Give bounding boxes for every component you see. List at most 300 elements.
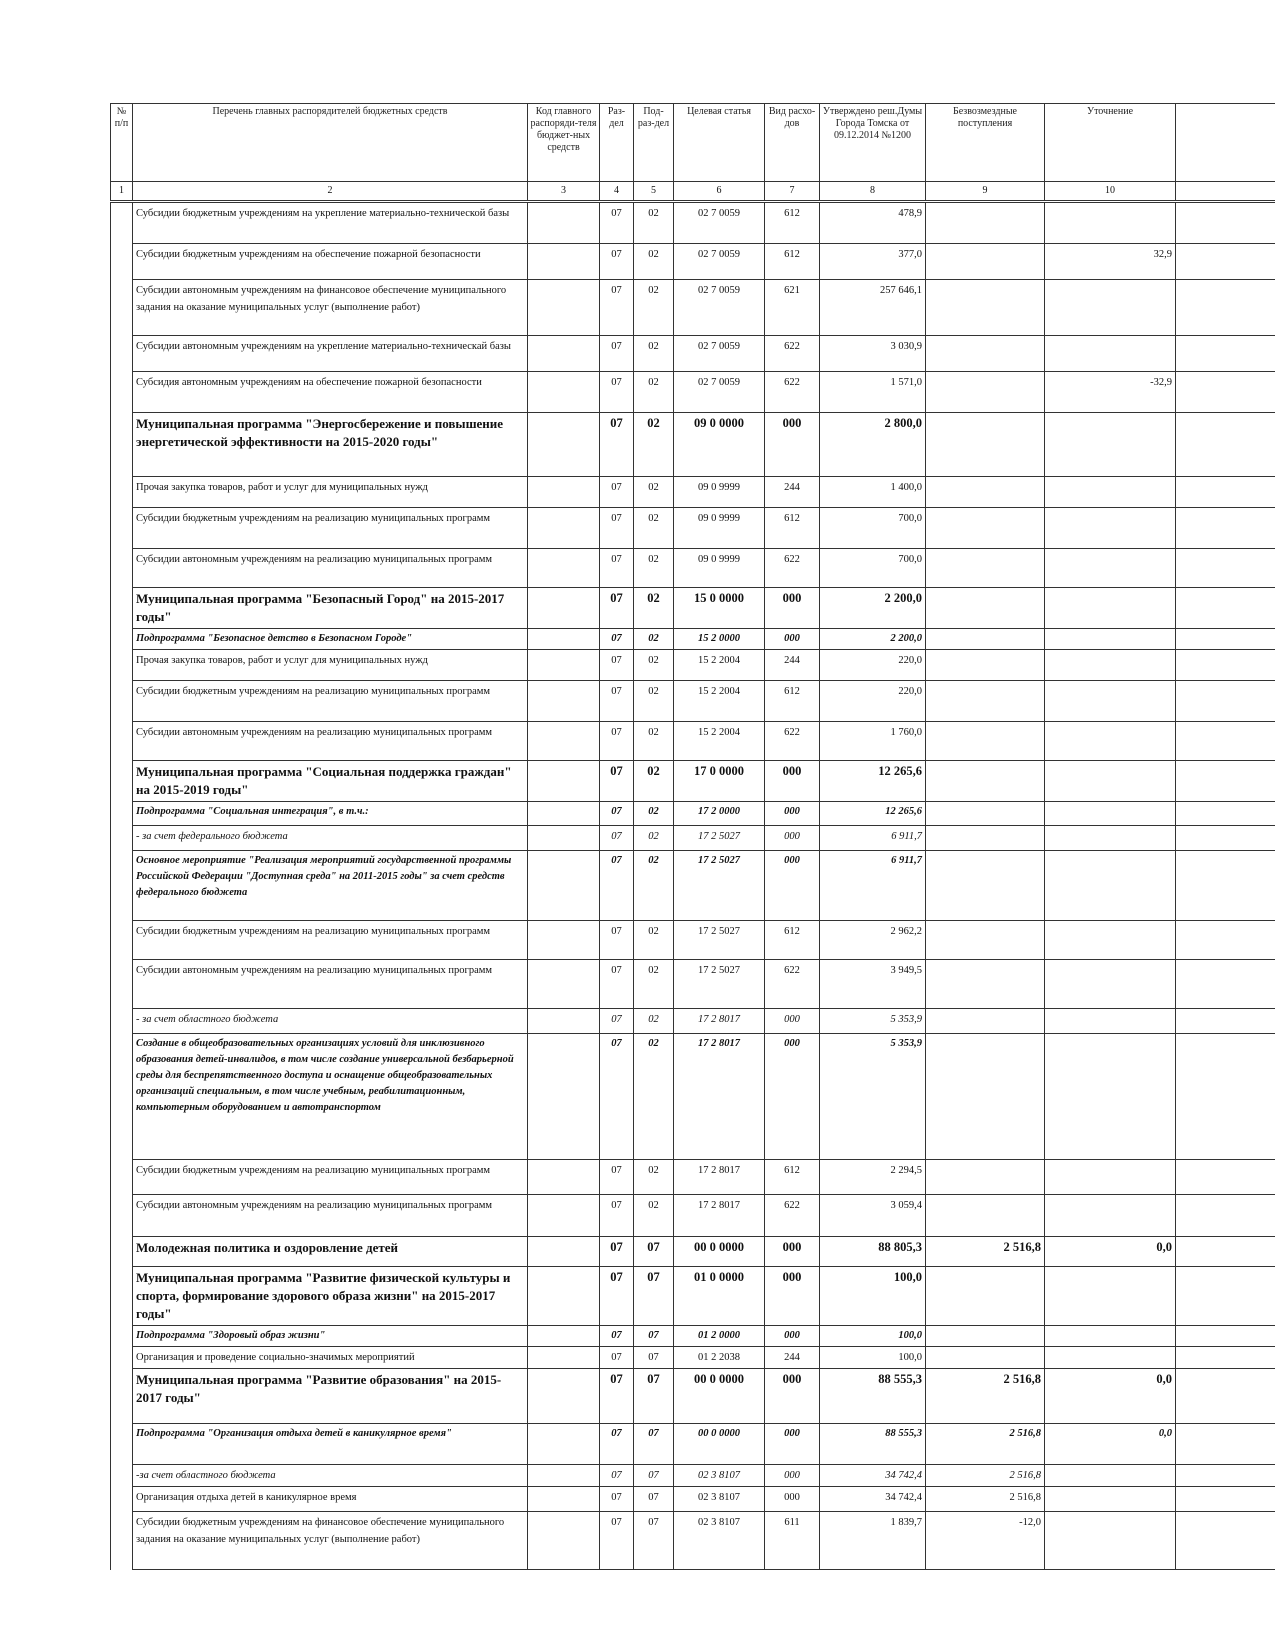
approved-cell: 12 265,6 xyxy=(820,761,926,802)
table-row xyxy=(111,413,1275,477)
row-name: Субсидии автономным учреждениям на реализацию муниципальных программ xyxy=(133,722,528,761)
extra-cell xyxy=(1176,280,1275,336)
podrazdel-cell: 07 xyxy=(634,1347,674,1369)
row-name: Субсидии автономным учреждениям на реализацию муниципальных программ xyxy=(133,549,528,588)
refine-cell xyxy=(1045,681,1176,722)
row-name: Субсидии бюджетным учреждениям на финансовое обеспечение муниципального задания на оказание муниципальных услуг (выполнение работ) xyxy=(133,1512,528,1570)
razdel-cell: 07 xyxy=(600,477,634,508)
free-cell xyxy=(926,629,1045,650)
row-name: Муниципальная программа "Развитие физической культуры и спорта, формирование здорового образа жизни" на 2015-2017 годы" xyxy=(133,1267,528,1326)
approved-cell: 2 962,2 xyxy=(820,921,926,960)
approved-cell: 12 265,6 xyxy=(820,802,926,826)
code-cell xyxy=(528,1009,600,1034)
refine-cell xyxy=(1045,280,1176,336)
table-row xyxy=(111,921,1275,960)
approved-cell: 6 911,7 xyxy=(820,851,926,921)
num-cell xyxy=(111,650,133,681)
table-row xyxy=(111,722,1275,761)
free-cell xyxy=(926,1160,1045,1195)
podrazdel-cell: 02 xyxy=(634,722,674,761)
target-cell: 17 2 8017 xyxy=(674,1160,765,1195)
table-row xyxy=(111,202,1275,244)
header-refine: Уточнение xyxy=(1045,104,1176,182)
extra-cell xyxy=(1176,508,1275,549)
vid-cell: 244 xyxy=(765,650,820,681)
approved-cell: 1 400,0 xyxy=(820,477,926,508)
refine-cell xyxy=(1045,629,1176,650)
code-cell xyxy=(528,508,600,549)
num-cell xyxy=(111,477,133,508)
razdel-cell: 07 xyxy=(600,549,634,588)
podrazdel-cell: 02 xyxy=(634,202,674,244)
target-cell: 17 2 0000 xyxy=(674,802,765,826)
extra-cell xyxy=(1176,722,1275,761)
approved-cell: 1 839,7 xyxy=(820,1512,926,1570)
razdel-cell: 07 xyxy=(600,1512,634,1570)
colnum-5: 5 xyxy=(634,182,674,202)
approved-cell: 100,0 xyxy=(820,1347,926,1369)
row-name: Субсидии бюджетным учреждениям на реализацию муниципальных программ xyxy=(133,508,528,549)
vid-cell: 000 xyxy=(765,1424,820,1465)
target-cell: 02 7 0059 xyxy=(674,372,765,413)
razdel-cell: 07 xyxy=(600,681,634,722)
target-cell: 15 2 0000 xyxy=(674,629,765,650)
code-cell xyxy=(528,1347,600,1369)
num-cell xyxy=(111,1267,133,1326)
code-cell xyxy=(528,1195,600,1237)
row-name: - за счет федерального бюджета xyxy=(133,826,528,851)
num-cell xyxy=(111,1369,133,1424)
vid-cell: 000 xyxy=(765,413,820,477)
razdel-cell: 07 xyxy=(600,1347,634,1369)
num-cell xyxy=(111,1195,133,1237)
colnum-11 xyxy=(1176,182,1275,202)
free-cell xyxy=(926,650,1045,681)
free-cell: 2 516,8 xyxy=(926,1424,1045,1465)
extra-cell xyxy=(1176,1465,1275,1487)
razdel-cell: 07 xyxy=(600,826,634,851)
refine-cell xyxy=(1045,1160,1176,1195)
num-cell xyxy=(111,280,133,336)
refine-cell xyxy=(1045,1034,1176,1160)
code-cell xyxy=(528,477,600,508)
num-cell xyxy=(111,508,133,549)
podrazdel-cell: 07 xyxy=(634,1326,674,1347)
extra-cell xyxy=(1176,244,1275,280)
razdel-cell: 07 xyxy=(600,650,634,681)
podrazdel-cell: 02 xyxy=(634,1009,674,1034)
code-cell xyxy=(528,629,600,650)
podrazdel-cell: 02 xyxy=(634,851,674,921)
table-row xyxy=(111,477,1275,508)
podrazdel-cell: 02 xyxy=(634,921,674,960)
vid-cell: 000 xyxy=(765,629,820,650)
refine-cell xyxy=(1045,336,1176,372)
refine-cell xyxy=(1045,202,1176,244)
podrazdel-cell: 07 xyxy=(634,1237,674,1267)
table-row xyxy=(111,1009,1275,1034)
num-cell xyxy=(111,851,133,921)
free-cell xyxy=(926,372,1045,413)
refine-cell xyxy=(1045,549,1176,588)
free-cell xyxy=(926,722,1045,761)
approved-cell: 3 059,4 xyxy=(820,1195,926,1237)
table-row xyxy=(111,851,1275,921)
podrazdel-cell: 07 xyxy=(634,1267,674,1326)
vid-cell: 000 xyxy=(765,1487,820,1512)
razdel-cell: 07 xyxy=(600,336,634,372)
razdel-cell: 07 xyxy=(600,1326,634,1347)
free-cell xyxy=(926,549,1045,588)
approved-cell: 3 949,5 xyxy=(820,960,926,1009)
code-cell xyxy=(528,722,600,761)
extra-cell xyxy=(1176,336,1275,372)
vid-cell: 612 xyxy=(765,921,820,960)
podrazdel-cell: 02 xyxy=(634,681,674,722)
vid-cell: 000 xyxy=(765,1369,820,1424)
free-cell xyxy=(926,1326,1045,1347)
approved-cell: 88 555,3 xyxy=(820,1424,926,1465)
razdel-cell: 07 xyxy=(600,1424,634,1465)
code-cell xyxy=(528,588,600,629)
num-cell xyxy=(111,1487,133,1512)
row-name: Создание в общеобразовательных организациях условий для инклюзивного образования детей-инвалидов, в том числе создание универсальной безбарьерной среды для беспрепятственного доступа и оснащение общеобразовательных организаций специальным, в том числе учебным, реабилитационным, компьютерным оборудованием и автотранспортом xyxy=(133,1034,528,1160)
code-cell xyxy=(528,921,600,960)
table-row xyxy=(111,244,1275,280)
code-cell xyxy=(528,1424,600,1465)
vid-cell: 000 xyxy=(765,1326,820,1347)
podrazdel-cell: 07 xyxy=(634,1465,674,1487)
row-name: Муниципальная программа "Энергосбережение и повышение энергетической эффективности на 2015-2020 годы" xyxy=(133,413,528,477)
razdel-cell: 07 xyxy=(600,508,634,549)
colnum-3: 3 xyxy=(528,182,600,202)
refine-cell xyxy=(1045,650,1176,681)
num-cell xyxy=(111,549,133,588)
approved-cell: 700,0 xyxy=(820,549,926,588)
num-cell xyxy=(111,761,133,802)
code-cell xyxy=(528,1237,600,1267)
vid-cell: 000 xyxy=(765,1034,820,1160)
approved-cell: 2 200,0 xyxy=(820,629,926,650)
num-cell xyxy=(111,336,133,372)
header-num: № п/п xyxy=(111,104,133,182)
row-name: Подпрограмма "Безопасное детство в Безопасном Городе" xyxy=(133,629,528,650)
target-cell: 02 3 8107 xyxy=(674,1465,765,1487)
colnum-1: 1 xyxy=(111,182,133,202)
code-cell xyxy=(528,549,600,588)
table-row xyxy=(111,681,1275,722)
target-cell: 01 2 0000 xyxy=(674,1326,765,1347)
podrazdel-cell: 02 xyxy=(634,336,674,372)
num-cell xyxy=(111,1009,133,1034)
extra-cell xyxy=(1176,921,1275,960)
row-name: Основное мероприятие "Реализация мероприятий государственной программы Российской Федерации "Доступная среда" на 2011-2015 годы" за счет средств федерального бюджета xyxy=(133,851,528,921)
target-cell: 02 7 0059 xyxy=(674,336,765,372)
row-name: Субсидии автономным учреждениям на финансовое обеспечение муниципального задания на оказание муниципальных услуг (выполнение работ) xyxy=(133,280,528,336)
target-cell: 17 2 8017 xyxy=(674,1195,765,1237)
code-cell xyxy=(528,1465,600,1487)
num-cell xyxy=(111,372,133,413)
approved-cell: 100,0 xyxy=(820,1326,926,1347)
target-cell: 15 2 2004 xyxy=(674,722,765,761)
free-cell xyxy=(926,336,1045,372)
num-cell xyxy=(111,826,133,851)
table-row xyxy=(111,650,1275,681)
table-row xyxy=(111,1267,1275,1326)
razdel-cell: 07 xyxy=(600,1465,634,1487)
code-cell xyxy=(528,1326,600,1347)
free-cell xyxy=(926,202,1045,244)
approved-cell: 88 555,3 xyxy=(820,1369,926,1424)
vid-cell: 000 xyxy=(765,826,820,851)
num-cell xyxy=(111,1326,133,1347)
target-cell: 02 3 8107 xyxy=(674,1487,765,1512)
colnum-4: 4 xyxy=(600,182,634,202)
code-cell xyxy=(528,1034,600,1160)
vid-cell: 000 xyxy=(765,851,820,921)
refine-cell xyxy=(1045,851,1176,921)
num-cell xyxy=(111,1465,133,1487)
refine-cell xyxy=(1045,1347,1176,1369)
target-cell: 02 7 0059 xyxy=(674,280,765,336)
razdel-cell: 07 xyxy=(600,202,634,244)
code-cell xyxy=(528,851,600,921)
razdel-cell: 07 xyxy=(600,1009,634,1034)
row-name: Субсидии автономным учреждениям на укрепление материально-техническай базы xyxy=(133,336,528,372)
free-cell xyxy=(926,826,1045,851)
vid-cell: 000 xyxy=(765,1267,820,1326)
razdel-cell: 07 xyxy=(600,1487,634,1512)
razdel-cell: 07 xyxy=(600,851,634,921)
refine-cell: 32,9 xyxy=(1045,244,1176,280)
target-cell: 17 0 0000 xyxy=(674,761,765,802)
num-cell xyxy=(111,681,133,722)
num-cell xyxy=(111,588,133,629)
target-cell: 17 2 5027 xyxy=(674,960,765,1009)
vid-cell: 000 xyxy=(765,1237,820,1267)
approved-cell: 2 200,0 xyxy=(820,588,926,629)
extra-cell xyxy=(1176,588,1275,629)
table-row xyxy=(111,802,1275,826)
header-extra xyxy=(1176,104,1275,182)
extra-cell xyxy=(1176,629,1275,650)
podrazdel-cell: 07 xyxy=(634,1369,674,1424)
vid-cell: 622 xyxy=(765,1195,820,1237)
target-cell: 17 2 5027 xyxy=(674,921,765,960)
code-cell xyxy=(528,826,600,851)
podrazdel-cell: 07 xyxy=(634,1512,674,1570)
vid-cell: 244 xyxy=(765,477,820,508)
code-cell xyxy=(528,761,600,802)
extra-cell xyxy=(1176,413,1275,477)
razdel-cell: 07 xyxy=(600,372,634,413)
row-name: Организация отдыха детей в каникулярное время xyxy=(133,1487,528,1512)
razdel-cell: 07 xyxy=(600,244,634,280)
approved-cell: 478,9 xyxy=(820,202,926,244)
target-cell: 02 3 8107 xyxy=(674,1512,765,1570)
header-code: Код главного распоряди-теля бюджет-ных средств xyxy=(528,104,600,182)
code-cell xyxy=(528,1512,600,1570)
free-cell xyxy=(926,508,1045,549)
table-row xyxy=(111,1160,1275,1195)
colnum-8: 8 xyxy=(820,182,926,202)
num-cell xyxy=(111,1160,133,1195)
free-cell xyxy=(926,244,1045,280)
podrazdel-cell: 02 xyxy=(634,802,674,826)
vid-cell: 000 xyxy=(765,802,820,826)
code-cell xyxy=(528,1267,600,1326)
refine-cell: -32,9 xyxy=(1045,372,1176,413)
extra-cell xyxy=(1176,1512,1275,1570)
extra-cell xyxy=(1176,761,1275,802)
row-name: Молодежная политика и оздоровление детей xyxy=(133,1237,528,1267)
row-name: - за счет областного бюджета xyxy=(133,1009,528,1034)
podrazdel-cell: 02 xyxy=(634,372,674,413)
num-cell xyxy=(111,413,133,477)
extra-cell xyxy=(1176,1034,1275,1160)
target-cell: 02 7 0059 xyxy=(674,202,765,244)
target-cell: 15 0 0000 xyxy=(674,588,765,629)
extra-cell xyxy=(1176,1195,1275,1237)
header-podrazdel: Под-раз-дел xyxy=(634,104,674,182)
table-row xyxy=(111,1424,1275,1465)
extra-cell xyxy=(1176,1487,1275,1512)
refine-cell xyxy=(1045,802,1176,826)
target-cell: 17 2 5027 xyxy=(674,826,765,851)
row-name: Муниципальная программа "Безопасный Город" на 2015-2017 годы" xyxy=(133,588,528,629)
refine-cell xyxy=(1045,508,1176,549)
approved-cell: 6 911,7 xyxy=(820,826,926,851)
approved-cell: 377,0 xyxy=(820,244,926,280)
num-cell xyxy=(111,629,133,650)
row-name: Субсидии автономным учреждениям на реализацию муниципальных программ xyxy=(133,1195,528,1237)
refine-cell xyxy=(1045,1487,1176,1512)
podrazdel-cell: 02 xyxy=(634,244,674,280)
table-row xyxy=(111,1237,1275,1267)
extra-cell xyxy=(1176,650,1275,681)
code-cell xyxy=(528,202,600,244)
table-row xyxy=(111,372,1275,413)
refine-cell: 0,0 xyxy=(1045,1237,1176,1267)
target-cell: 00 0 0000 xyxy=(674,1237,765,1267)
approved-cell: 88 805,3 xyxy=(820,1237,926,1267)
vid-cell: 612 xyxy=(765,508,820,549)
approved-cell: 257 646,1 xyxy=(820,280,926,336)
num-cell xyxy=(111,722,133,761)
table-row xyxy=(111,1487,1275,1512)
razdel-cell: 07 xyxy=(600,1034,634,1160)
razdel-cell: 07 xyxy=(600,1369,634,1424)
row-name: Подпрограмма "Социальная интеграция", в т.ч.: xyxy=(133,802,528,826)
refine-cell xyxy=(1045,960,1176,1009)
target-cell: 00 0 0000 xyxy=(674,1369,765,1424)
code-cell xyxy=(528,1160,600,1195)
table-row xyxy=(111,1034,1275,1160)
extra-cell xyxy=(1176,1347,1275,1369)
header-approved: Утверждено реш.Думы Города Томска от 09.12.2014 №1200 xyxy=(820,104,926,182)
code-cell xyxy=(528,802,600,826)
free-cell xyxy=(926,1009,1045,1034)
free-cell: 2 516,8 xyxy=(926,1465,1045,1487)
header-name: Перечень главных распорядителей бюджетных средств xyxy=(133,104,528,182)
podrazdel-cell: 07 xyxy=(634,1424,674,1465)
row-name: Муниципальная программа "Развитие образования" на 2015-2017 годы" xyxy=(133,1369,528,1424)
free-cell xyxy=(926,1034,1045,1160)
num-cell xyxy=(111,1512,133,1570)
extra-cell xyxy=(1176,1267,1275,1326)
code-cell xyxy=(528,960,600,1009)
free-cell xyxy=(926,921,1045,960)
refine-cell xyxy=(1045,477,1176,508)
extra-cell xyxy=(1176,1237,1275,1267)
refine-cell xyxy=(1045,1267,1176,1326)
approved-cell: 220,0 xyxy=(820,681,926,722)
vid-cell: 612 xyxy=(765,1160,820,1195)
podrazdel-cell: 02 xyxy=(634,477,674,508)
podrazdel-cell: 02 xyxy=(634,629,674,650)
colnum-2: 2 xyxy=(133,182,528,202)
num-cell xyxy=(111,1347,133,1369)
header-razdel: Раз-дел xyxy=(600,104,634,182)
table-row xyxy=(111,960,1275,1009)
extra-cell xyxy=(1176,549,1275,588)
header-free: Безвозмездные поступления xyxy=(926,104,1045,182)
extra-cell xyxy=(1176,372,1275,413)
podrazdel-cell: 02 xyxy=(634,549,674,588)
approved-cell: 1 760,0 xyxy=(820,722,926,761)
free-cell xyxy=(926,1347,1045,1369)
vid-cell: 000 xyxy=(765,1465,820,1487)
target-cell: 00 0 0000 xyxy=(674,1424,765,1465)
refine-cell xyxy=(1045,921,1176,960)
razdel-cell: 07 xyxy=(600,722,634,761)
code-cell xyxy=(528,372,600,413)
row-name: -за счет областного бюджета xyxy=(133,1465,528,1487)
free-cell xyxy=(926,588,1045,629)
podrazdel-cell: 02 xyxy=(634,960,674,1009)
table-row xyxy=(111,761,1275,802)
free-cell: 2 516,8 xyxy=(926,1369,1045,1424)
podrazdel-cell: 02 xyxy=(634,280,674,336)
extra-cell xyxy=(1176,960,1275,1009)
razdel-cell: 07 xyxy=(600,413,634,477)
code-cell xyxy=(528,244,600,280)
num-cell xyxy=(111,802,133,826)
extra-cell xyxy=(1176,1009,1275,1034)
free-cell: 2 516,8 xyxy=(926,1237,1045,1267)
row-name: Субсидии бюджетным учреждениям на реализацию муниципальных программ xyxy=(133,681,528,722)
razdel-cell: 07 xyxy=(600,1160,634,1195)
refine-cell xyxy=(1045,1009,1176,1034)
extra-cell xyxy=(1176,826,1275,851)
razdel-cell: 07 xyxy=(600,761,634,802)
free-cell xyxy=(926,960,1045,1009)
code-cell xyxy=(528,1369,600,1424)
razdel-cell: 07 xyxy=(600,960,634,1009)
extra-cell xyxy=(1176,681,1275,722)
row-name: Субсидии автономным учреждениям на реализацию муниципальных программ xyxy=(133,960,528,1009)
razdel-cell: 07 xyxy=(600,921,634,960)
num-cell xyxy=(111,1034,133,1160)
refine-cell xyxy=(1045,722,1176,761)
vid-cell: 622 xyxy=(765,960,820,1009)
table-row xyxy=(111,508,1275,549)
header-vid: Вид расхо-дов xyxy=(765,104,820,182)
vid-cell: 622 xyxy=(765,336,820,372)
vid-cell: 612 xyxy=(765,244,820,280)
razdel-cell: 07 xyxy=(600,1195,634,1237)
vid-cell: 611 xyxy=(765,1512,820,1570)
